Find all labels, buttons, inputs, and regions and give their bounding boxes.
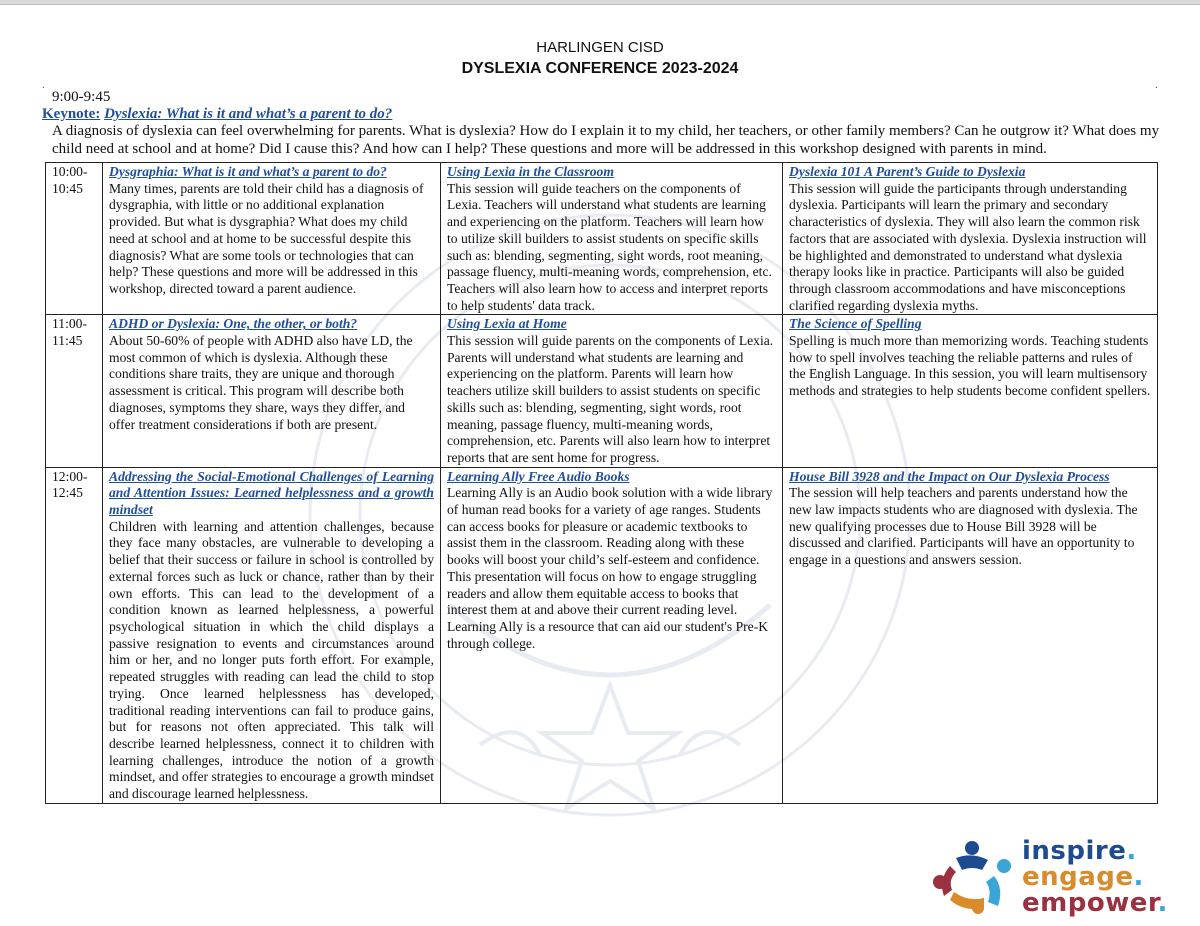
session-description: This session will guide parents on the components of Lexia. Parents will understand what students are learning and experiencing on the platform. Parents will learn how teachers utilize skill builders to assist students on specific skills such as: blending, segmenting, sight words, root meaning, passage fluency, multi-meaning words, comprehension, etc. Parents will also learn how to interpret reports that are sent home for progress. <box>447 333 774 465</box>
page-top-border <box>0 0 1200 5</box>
keynote-time: 9:00-9:45 <box>52 89 111 105</box>
margin-mark-left: . <box>42 80 45 91</box>
session-description: Children with learning and attention challenges, because they face many obstacles, are vulnerable to developing a belief that their success or failure in school is controlled by external forces such as luck or chance, rather than by their own efforts. This can lead to the development of a condition known as learned helplessness, a powerful psychological situation in which the child displays a passive resignation to events and circumstances around him or her, and no longer puts forth effort. For example, repeated struggles with reading can lead the child to stop trying. Once learned helplessness has developed, traditional reading interventions can fail to produce gains, but for reasons not often appreciated. This talk will describe learned helplessness, connect it to children with learning challenges, introduce the notion of a growth mindset, and offer strategies to encourage a growth mindset and discourage learned helplessness. <box>109 518 434 802</box>
session-description: This session will guide the participants through understanding dyslexia. Participants will learn the primary and secondary characteristics of dyslexia. They will also learn the common risk factors that are associated with dyslexia. Dyslexia instruction will be highlighted and demonstrated to understand what dyslexia therapy looks like in practice. Participants will also be guided through classroom accommodations and have misconceptions clarified regarding dyslexia myths. <box>789 180 1147 313</box>
logo-dot: . <box>1157 888 1168 918</box>
session-time: 12:00-12:45 <box>46 467 103 803</box>
session-time: 10:00-10:45 <box>46 163 103 315</box>
session-cell <box>783 163 1158 315</box>
session-time: 11:00-11:45 <box>46 315 103 467</box>
session-title: The Science of Spelling <box>789 316 922 332</box>
organization-name: HARLINGEN CISD <box>536 39 664 56</box>
session-title: Dyslexia 101 A Parent’s Guide to Dyslexia <box>789 164 1026 179</box>
session-cell <box>441 163 783 315</box>
session-title: Using Lexia in the Classroom <box>447 164 614 179</box>
session-row <box>46 315 1158 467</box>
session-description: Spelling is much more than memorizing words. Teaching students how to spell involves teaching the reliable patterns and rules of the English Language. In this session, you will learn multisensory methods and strategies to help students become confident spellers. <box>789 333 1151 399</box>
logo-dot: . <box>1126 836 1137 866</box>
session-title: Learning Ally Free Audio Books <box>447 468 630 484</box>
session-cell <box>783 467 1158 803</box>
session-title: Using Lexia at Home <box>447 316 567 332</box>
session-cell <box>441 315 783 467</box>
keynote-description: A diagnosis of dyslexia can feel overwhelming for parents. What is dyslexia? How do I explain it to my child, her teachers, or other family members? Can he outgrow it? What does my child need at school and at home? Did I cause this? And how can I help? These questions and more will be addressed in this workshop designed with parents in mind. <box>52 123 1160 157</box>
session-description: Many times, parents are told their child has a diagnosis of dysgraphia, with little or no additional explanation provided. But what is dysgraphia? What does my child need at school and at home to be successful despite this diagnosis? What are some tools or technologies that can help? These questions and more will be addressed in this workshop, directed toward a parent audience. <box>109 180 424 296</box>
keynote-label: Keynote: <box>42 106 101 122</box>
session-row <box>46 163 1158 315</box>
session-cell <box>103 163 441 315</box>
session-cell <box>441 467 783 803</box>
session-row <box>46 467 1158 803</box>
session-title: Dysgraphia: What is it and what’s a parent to do? <box>109 164 387 179</box>
margin-mark-right: . <box>1155 80 1158 91</box>
session-cell <box>103 467 441 803</box>
session-schedule-table <box>45 162 1158 804</box>
logo-dot: . <box>1133 862 1144 892</box>
conference-title: DYSLEXIA CONFERENCE 2023-2024 <box>461 60 739 77</box>
session-title: House Bill 3928 and the Impact on Our Dyslexia Process <box>789 468 1110 484</box>
session-description: Learning Ally is an Audio book solution with a wide library of human read books for a variety of age ranges. Students can access books for pleasure or academic textbooks to assist them in the classroom. Reading along with these books will boost your child’s self-esteem and confidence. This presentation will focus on how to engage struggling readers and allow them equitable access to books that interest them at and above their current reading level. Learning Ally is a resource that can aid our student's Pre-K through college. <box>447 485 773 651</box>
session-title: ADHD or Dyslexia: One, the other, or both? <box>109 316 358 332</box>
session-description: The session will help teachers and parents understand how the new law impacts students who are diagnosed with dyslexia. The new qualifying processes due to House Bill 3928 will be discussed and clarified. Participants will have an opportunity to engage in a questions and answers session. <box>789 485 1138 568</box>
logo-word-engage: engage <box>1022 862 1134 892</box>
session-cell <box>783 315 1158 467</box>
keynote-title <box>42 105 392 123</box>
logo-word-empower: empower <box>1022 888 1158 918</box>
keynote-session-title: Dyslexia: What is it and what’s a parent to do? <box>104 106 393 122</box>
session-description: This session will guide teachers on the components of Lexia. Teachers will understand what students are learning and experiencing on the platform. Teachers will learn how to utilize skill builders to assist students on specific skills such as: blending, segmenting, sight words, root meaning, passage fluency, multi-meaning words, comprehension, etc. Teachers will also learn how to access and interpret reports to help students' data track. <box>447 180 772 313</box>
logo-wordmark <box>1022 838 1168 916</box>
session-title: Addressing the Social-Emotional Challenges of Learning and Attention Issues: Learned helplessness and a growth mindset <box>109 468 434 518</box>
logo-word-inspire: inspire <box>1022 836 1127 866</box>
document-header <box>0 38 1200 80</box>
session-cell <box>103 315 441 467</box>
session-description: About 50-60% of people with ADHD also have LD, the most common of which is dyslexia. Although these conditions share traits, they are unique and thorough assessment is critical. This program will describe both diagnoses, symptoms they share, ways they differ, and offer treatment considerations if both are present. <box>109 333 413 432</box>
